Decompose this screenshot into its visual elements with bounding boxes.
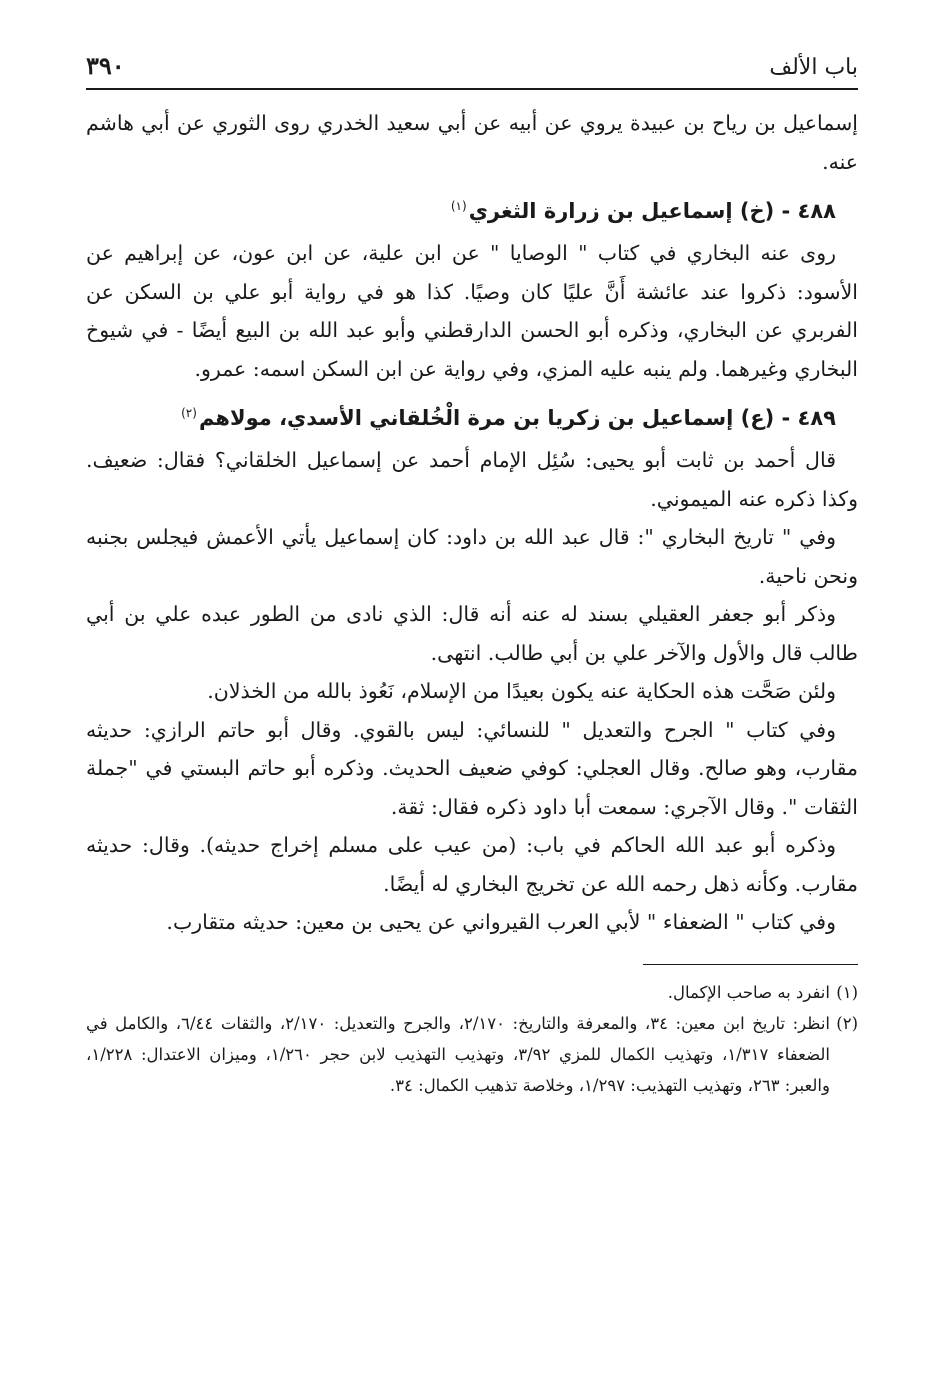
book-page (86, 40, 858, 1101)
paragraph: وذكر أبو جعفر العقيلي بسند له عنه أنه قال: الذي نادى من الطور عبده علي بن أبي طالب قال والأول والآخر علي بن أبي طالب. انتهى. (86, 602, 858, 665)
footnote-ref: (١) (450, 199, 467, 213)
main-text (86, 104, 858, 942)
section-title: باب الألف (769, 55, 858, 80)
entry-title: ٤٨٨ - (خ) إسماعيل بن زرارة الثغري (468, 199, 836, 223)
footnote-marker: (١) (836, 982, 858, 1002)
paragraph: وذكره أبو عبد الله الحاكم في باب: (من عيب على مسلم إخراج حديثه). وقال: حديثه مقارب. وكأنه ذهل رحمه الله عن تخريج البخاري له أيضًا. (86, 833, 858, 896)
footnote-2 (86, 1008, 858, 1101)
paragraph: ولئن صَحَّت هذه الحكاية عنه يكون بعيدًا من الإسلام، نَعُوذ بالله من الخذلان. (207, 679, 836, 703)
paragraph: وفي كتاب " الجرح والتعديل " للنسائي: ليس بالقوي. وقال أبو حاتم الرازي: حديثه مقارب، وهو صالح. وقال العجلي: كوفي ضعيف الحديث. وذكره أبو حاتم البستي في "جملة الثقات ". وقال الآجري: سمعت أبا داود ذكره فقال: ثقة. (86, 717, 858, 819)
paragraph: قال أحمد بن ثابت أبو يحيى: سُئِل الإمام أحمد عن إسماعيل الخلقاني؟ فقال: ضعيف. وكذا ذكره عنه الميموني. (86, 448, 858, 511)
paragraph: وفي " تاريخ البخاري ": قال عبد الله بن داود: كان إسماعيل يأتي الأعمش فيجلس بجنبه ونحن ناحية. (86, 525, 858, 588)
page-number: ٣٩٠ (86, 51, 125, 80)
entry-heading-488 (86, 183, 858, 234)
footnotes (86, 977, 858, 1101)
entry-heading-489 (86, 390, 858, 441)
footnote-ref: (٢) (181, 406, 197, 420)
footnote-marker: (٢) (836, 1013, 858, 1033)
paragraph: إسماعيل بن رياح بن عبيدة يروي عن أبيه عن أبي سعيد الخدري روى الثوري عن أبي هاشم عنه. (86, 111, 858, 174)
footnote-text: انظر: تاريخ ابن معين: ٣٤، والمعرفة والتاريخ: ٢/١٧٠، والجرح والتعديل: ٢/١٧٠، والثقات ٦/٤٤، والكامل في الضعفاء ١/٣١٧، وتهذيب الكمال للمزي ٣/٩٢، وتهذيب التهذيب لابن حجر ١/٢٦٠، وميزان الاعتدال: ١/٢٢٨، والعبر: ٢٦٣، وتهذيب التهذيب: ١/٢٩٧، وخلاصة تذهيب الكمال: ٣٤. (86, 1013, 830, 1095)
footnote-text: انفرد به صاحب الإكمال. (667, 982, 830, 1002)
entry-title: ٤٨٩ - (ع) إسماعيل بن زكريا بن مرة الْخُلقاني الأسدي، مولاهم (198, 406, 836, 430)
paragraph: روى عنه البخاري في كتاب " الوصايا " عن ابن علية، عن ابن عون، عن إبراهيم عن الأسود: ذكروا عند عائشة أَنَّ عليًا كان وصيًا. كذا هو في رواية أبو علي بن السكن عن الفربري عن البخاري، وذكره أبو الحسن الدارقطني وأبو عبد الله بن البيع أيضًا - في شيوخ البخاري وغيرهما. ولم ينبه عليه المزي، وفي رواية عن ابن السكن اسمه: عمرو. (86, 241, 858, 381)
footnote-divider (643, 964, 858, 965)
paragraph: وفي كتاب " الضعفاء " لأبي العرب القيرواني عن يحيى بن معين: حديثه متقارب. (166, 910, 836, 934)
running-header (86, 40, 858, 90)
footnote-1 (86, 977, 858, 1008)
